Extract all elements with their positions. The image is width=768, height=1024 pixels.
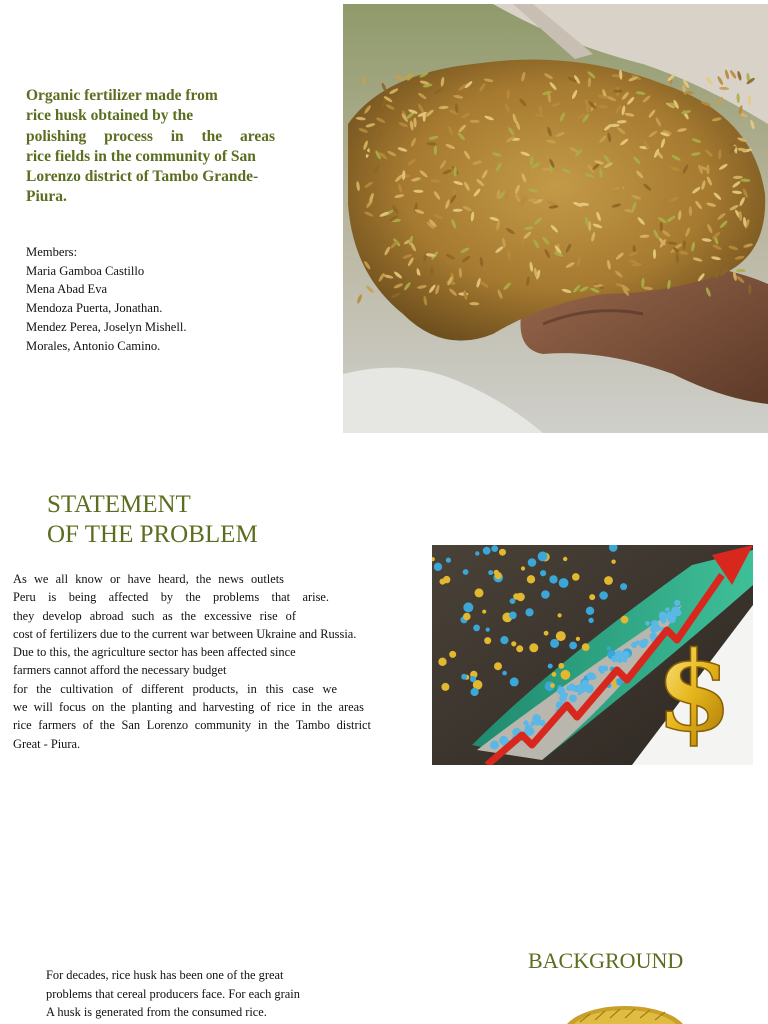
background-line: problems that cereal producers face. For each grain	[46, 986, 300, 1001]
background-line: A husk is generated from the consumed rice.	[46, 1005, 267, 1020]
title-line: Piura.	[26, 188, 67, 206]
statement-line: Peru is being affected by the problems that arise.	[13, 590, 329, 605]
member-name: Mena Abad Eva	[26, 282, 108, 297]
background-heading: BACKGROUND	[528, 948, 684, 973]
statement-paragraph	[13, 570, 390, 753]
member-name: Mendoza Puerta, Jonathan.	[26, 301, 163, 316]
statement-heading	[47, 490, 258, 550]
statement-heading-line: OF THE PROBLEM	[47, 521, 258, 548]
statement-line: for the cultivation of different products, in this case we	[13, 681, 337, 696]
fertilizer-cost-photo	[432, 545, 753, 765]
svg-text:$: $	[655, 627, 733, 756]
statement-line: cost of fertilizers due to the current war between Ukraine and Russia.	[13, 626, 357, 641]
statement-line: Great - Piura.	[13, 736, 81, 751]
title-line: rice fields in the community of San	[26, 147, 256, 165]
statement-line: farmers cannot afford the necessary budget	[13, 663, 227, 678]
statement-line: Due to this, the agriculture sector has been affected since	[13, 645, 296, 660]
title-line: Lorenzo district of Tambo Grande-	[26, 168, 259, 186]
statement-heading-line: STATEMENT	[47, 491, 191, 518]
background-paragraph	[46, 966, 326, 1022]
statement-line: As we all know or have heard, the news outlets	[13, 572, 284, 586]
background-line: For decades, rice husk has been one of the great	[46, 968, 284, 982]
statement-line: we will focus on the planting and harvesting of rice in the areas	[13, 700, 364, 715]
member-name: Morales, Antonio Camino.	[26, 338, 161, 353]
statement-line: rice farmers of the San Lorenzo community in the Tambo district	[13, 718, 371, 733]
title-line: polishing process in the areas	[26, 127, 275, 145]
members-list	[26, 243, 187, 355]
statement-line: they develop abroad such as the excessive rise of	[13, 608, 296, 623]
members-label: Members:	[26, 245, 78, 259]
title-line: rice husk obtained by the	[26, 107, 194, 125]
rice-husk-photo	[343, 4, 768, 433]
rice-grain-photo	[560, 1004, 690, 1024]
member-name: Mendez Perea, Joselyn Mishell.	[26, 319, 187, 334]
member-name: Maria Gamboa Castillo	[26, 263, 145, 278]
title-line: Organic fertilizer made from	[26, 87, 218, 104]
document-title	[26, 86, 294, 208]
